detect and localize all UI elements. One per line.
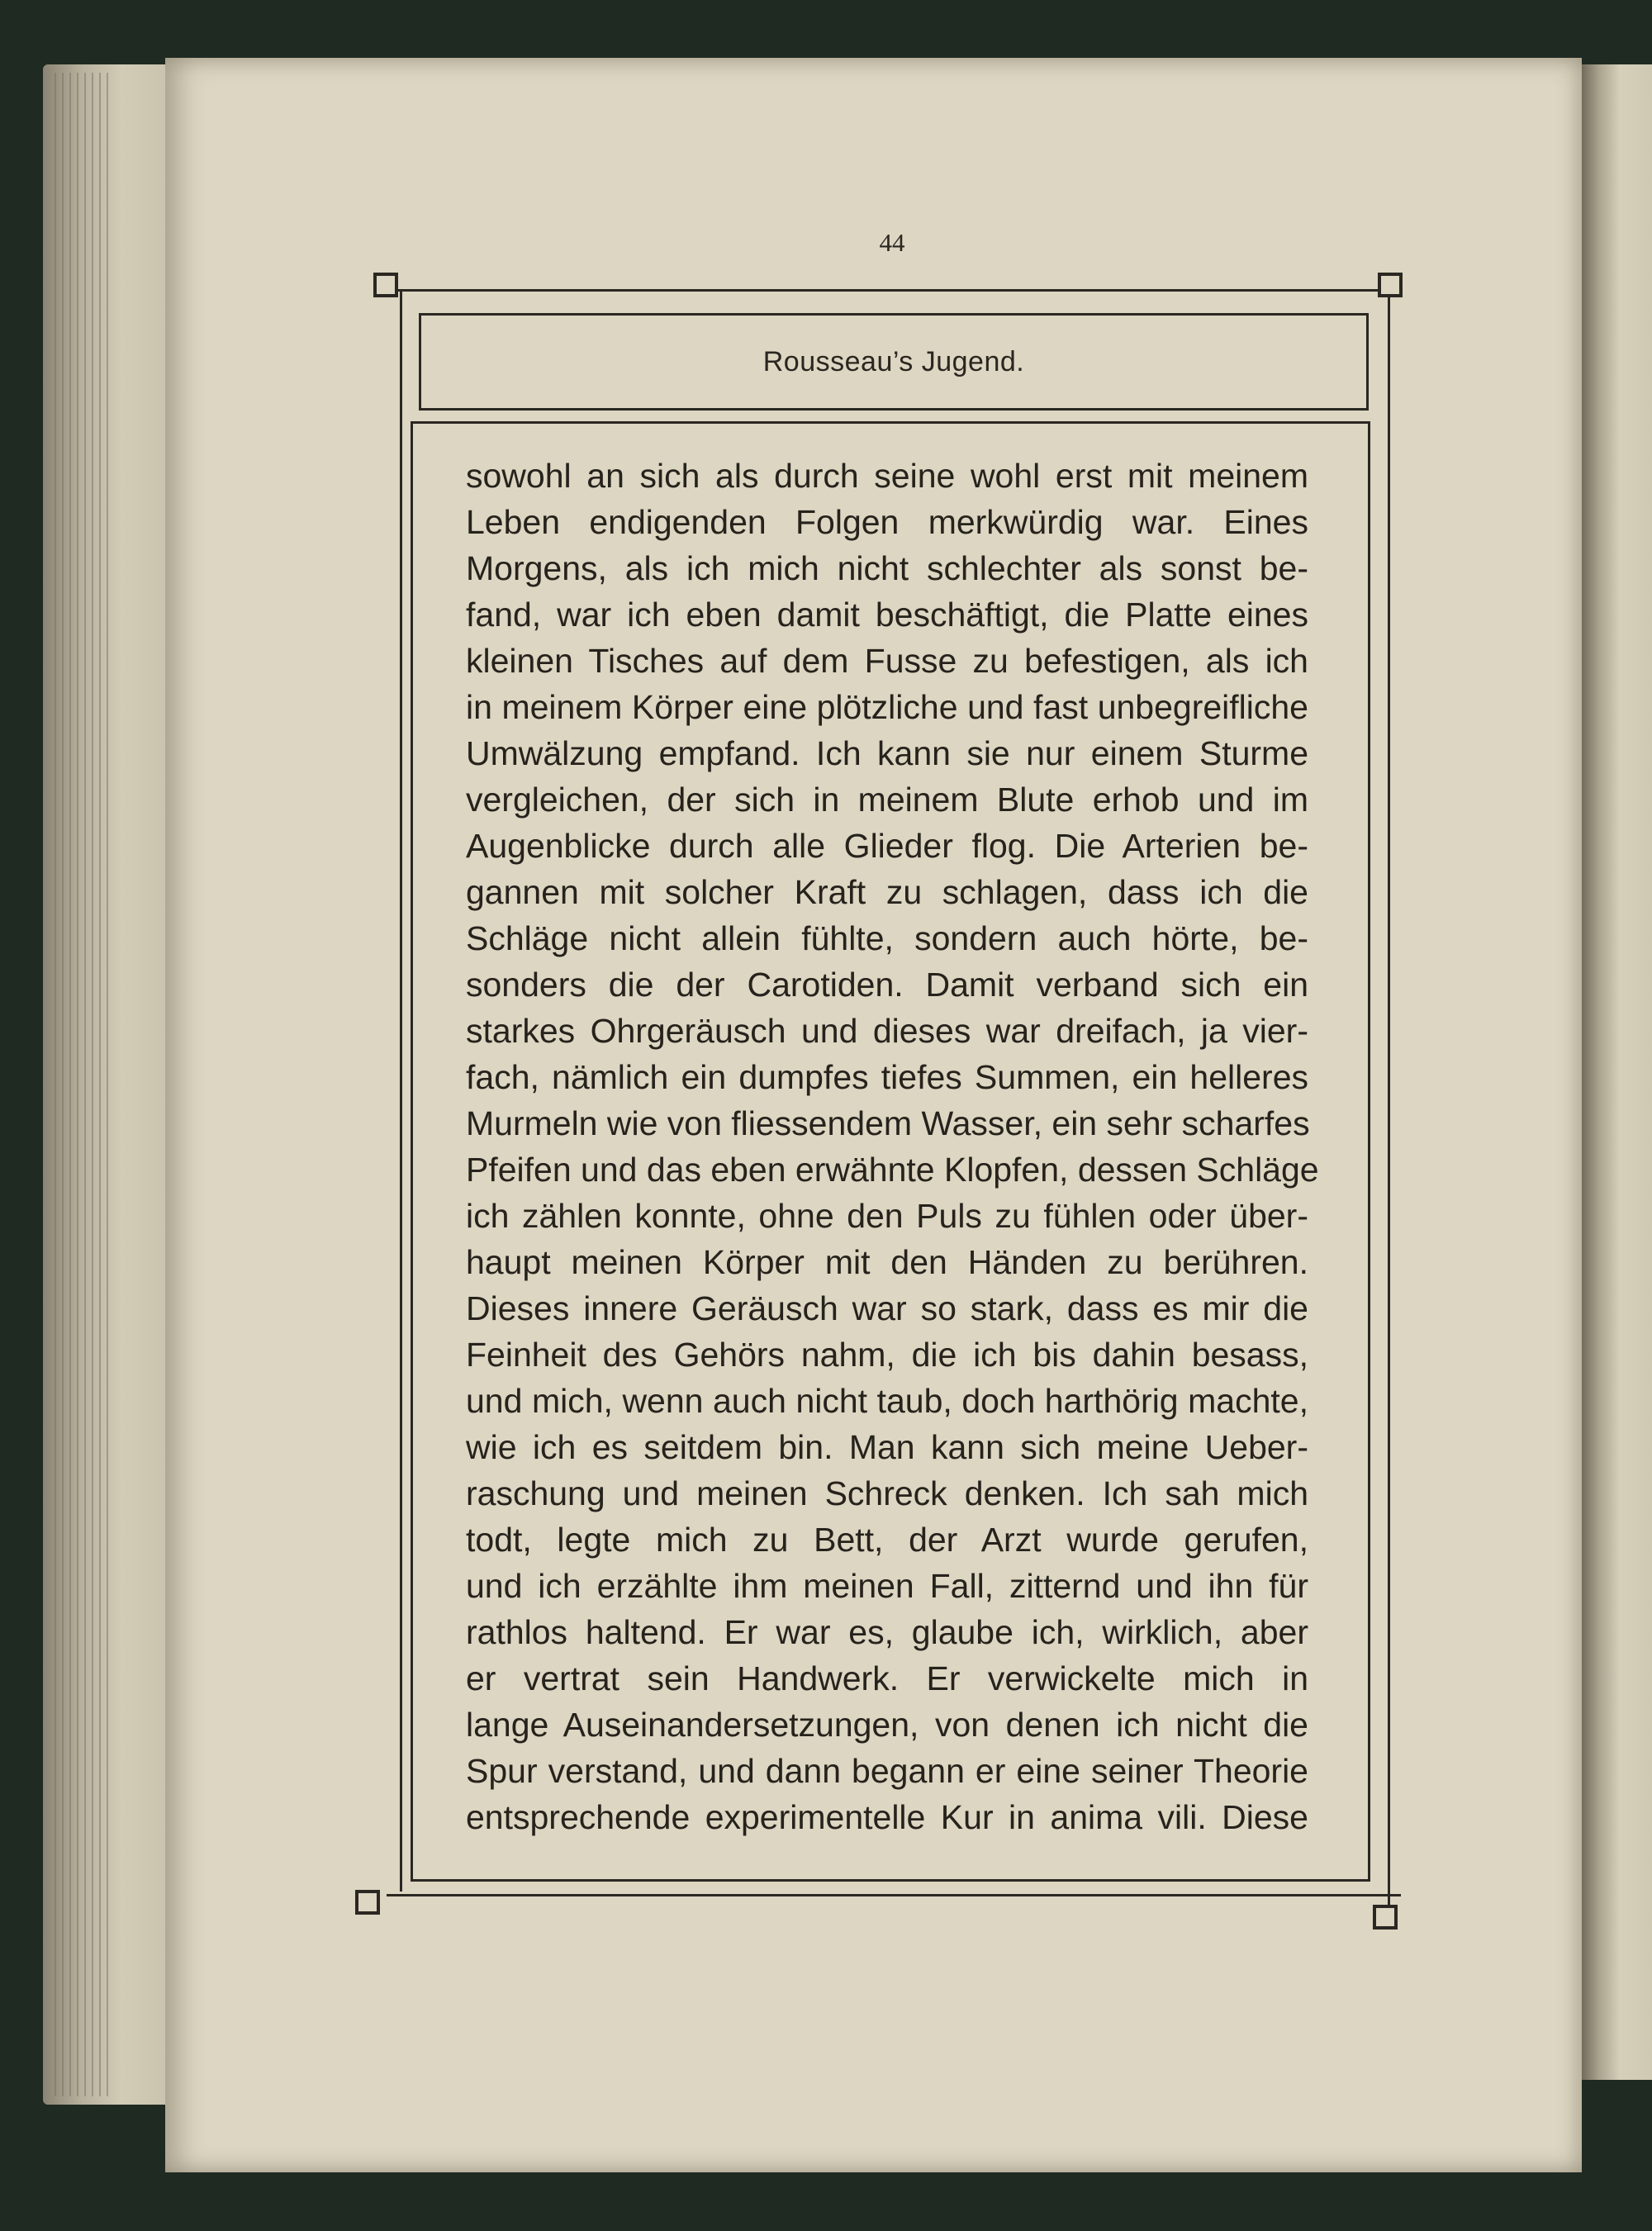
- text-line: und mich, wenn auch nicht taub, doch harthörig machte,: [466, 1382, 1308, 1420]
- corner-ornament-top-left: [373, 273, 398, 297]
- text-line: kleinen Tisches auf dem Fusse zu befestigen, als ich: [466, 642, 1308, 680]
- text-line: Umwälzung empfand. Ich kann sie nur einem Sturme: [466, 734, 1308, 772]
- text-line: fach, nämlich ein dumpfes tiefes Summen, ein helleres: [466, 1058, 1308, 1096]
- frame-right-rule: [1388, 289, 1390, 1916]
- text-line: er vertrat sein Handwerk. Er verwickelte mich in: [466, 1659, 1308, 1697]
- text-line: sowohl an sich als durch seine wohl erst mit meinem: [466, 457, 1308, 495]
- running-head: Rousseau’s Jugend.: [762, 345, 1025, 377]
- corner-ornament-bottom-right: [1373, 1905, 1398, 1930]
- body-text: [466, 453, 1319, 1840]
- text-line: rathlos haltend. Er war es, glaube ich, wirklich, aber: [466, 1613, 1308, 1651]
- text-line: wie ich es seitdem bin. Man kann sich meine Ueber-: [466, 1428, 1308, 1466]
- text-line: Schläge nicht allein fühlte, sondern auch hörte, be-: [466, 919, 1308, 957]
- corner-ornament-bottom-left: [355, 1890, 380, 1915]
- text-line: sonders die der Carotiden. Damit verband sich ein: [466, 966, 1308, 1004]
- text-line: Feinheit des Gehörs nahm, die ich bis dahin besass,: [466, 1336, 1308, 1374]
- text-line: entsprechende experimentelle Kur in anima vili. Diese: [466, 1798, 1308, 1836]
- text-line: und ich erzählte ihm meinen Fall, zitternd und ihn für: [466, 1567, 1308, 1605]
- frame-left-rule: [400, 289, 402, 1892]
- text-line: Murmeln wie von fliessendem Wasser, ein sehr scharfes: [466, 1104, 1310, 1142]
- text-line: raschung und meinen Schreck denken. Ich sah mich: [466, 1474, 1308, 1512]
- text-line: Pfeifen und das eben erwähnte Klopfen, dessen Schläge: [466, 1151, 1319, 1189]
- text-line: starkes Ohrgeräusch und dieses war dreifach, ja vier-: [466, 1012, 1308, 1050]
- text-line: lange Auseinandersetzungen, von denen ich nicht die: [466, 1706, 1308, 1744]
- text-line: Spur verstand, und dann begann er eine seiner Theorie: [466, 1752, 1308, 1790]
- text-line: Morgens, als ich mich nicht schlechter als sonst be-: [466, 549, 1308, 587]
- text-line: in meinem Körper eine plötzliche und fast unbegreifliche: [466, 688, 1308, 726]
- facing-page-edge: [1581, 64, 1652, 2080]
- text-line: haupt meinen Körper mit den Händen zu berühren.: [466, 1243, 1308, 1281]
- text-line: fand, war ich eben damit beschäftigt, die Platte eines: [466, 596, 1308, 634]
- text-line: gannen mit solcher Kraft zu schlagen, dass ich die: [466, 873, 1308, 911]
- text-line: ich zählen konnte, ohne den Puls zu fühlen oder über-: [466, 1197, 1308, 1235]
- text-line: Augenblicke durch alle Glieder flog. Die Arterien be-: [466, 827, 1308, 865]
- running-head-box: [419, 313, 1369, 411]
- text-line: Dieses innere Geräusch war so stark, dass es mir die: [466, 1289, 1308, 1327]
- text-line: vergleichen, der sich in meinem Blute erhob und im: [466, 781, 1308, 819]
- corner-ornament-top-right: [1378, 273, 1403, 297]
- page-edges-left: [43, 64, 175, 2105]
- page-number: 44: [879, 228, 905, 257]
- text-line: Leben endigenden Folgen merkwürdig war. Eines: [466, 503, 1308, 541]
- text-line: todt, legte mich zu Bett, der Arzt wurde gerufen,: [466, 1521, 1308, 1559]
